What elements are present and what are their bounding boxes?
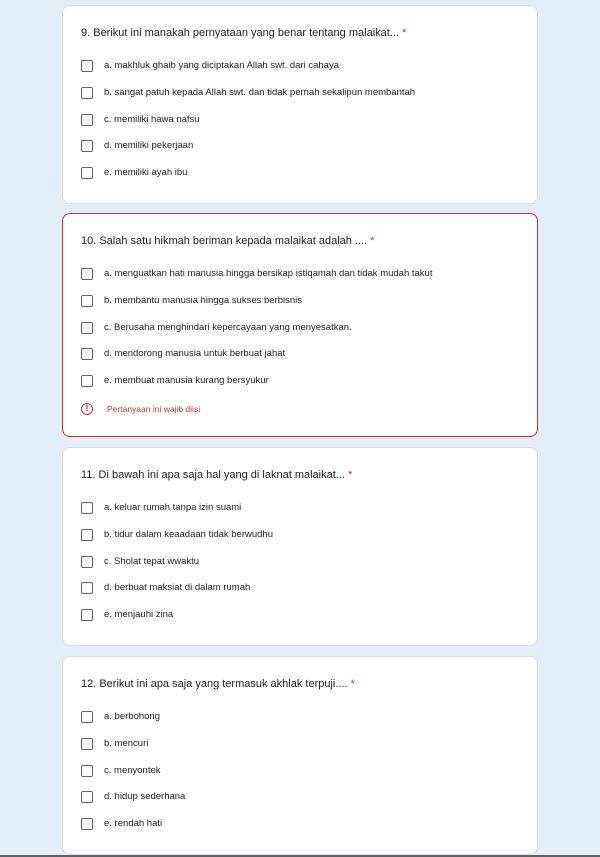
question-title: 11. Di bawah ini apa saja hal yang di laknat malaikat... * <box>81 469 353 481</box>
checkbox-option-12c[interactable] <box>81 762 161 780</box>
required-asterisk: * <box>401 27 407 39</box>
option-label[interactable]: b. sangat patuh kepada Allah swt. dan tidak pernah sekalipun membantah <box>104 87 416 98</box>
checkbox-option-10b[interactable] <box>81 292 302 310</box>
checkbox-icon[interactable] <box>81 268 93 280</box>
checkbox-option-11b[interactable] <box>81 526 273 544</box>
checkbox-icon[interactable] <box>81 167 93 179</box>
error-icon: ! <box>81 403 93 415</box>
checkbox-icon[interactable] <box>81 348 93 360</box>
option-label[interactable]: a. makhluk ghaib yang diciptakan Allah swt. dari cahaya <box>104 60 339 71</box>
option-label[interactable]: b. mencuri <box>104 738 149 749</box>
option-label[interactable]: a. menguatkan hati manusia hingga bersikap istiqamah dan tidak mudah takut <box>104 268 433 279</box>
checkbox-icon[interactable] <box>81 711 93 723</box>
checkbox-option-9e[interactable] <box>81 164 187 182</box>
option-label[interactable]: c. menyontek <box>104 765 161 776</box>
required-asterisk: * <box>347 469 353 481</box>
option-label[interactable]: a. berbohong <box>104 711 160 722</box>
option-label[interactable]: d. berbuat maksiat di dalam rumah <box>104 582 251 593</box>
checkbox-option-10a[interactable] <box>81 265 432 283</box>
question-title: 12. Berikut ini apa saja yang termasuk akhlak terpuji.... * <box>81 678 355 690</box>
option-label[interactable]: e. memiliki ayah ibu <box>104 167 188 178</box>
checkbox-option-9b[interactable] <box>81 84 415 102</box>
checkbox-option-12b[interactable] <box>81 735 148 753</box>
checkbox-icon[interactable] <box>81 322 93 334</box>
checkbox-option-12a[interactable] <box>81 708 160 726</box>
option-label[interactable]: e. rendah hati <box>104 818 163 829</box>
option-label[interactable]: c. Berusaha menghindari kepercayaan yang menyesatkan. <box>104 322 352 333</box>
checkbox-icon[interactable] <box>81 87 93 99</box>
checkbox-option-10d[interactable] <box>81 345 285 363</box>
option-label[interactable]: e. menjauhi zina <box>104 609 174 620</box>
option-label[interactable]: b. membantu manusia hingga sukses berbisnis <box>104 295 303 306</box>
required-asterisk: * <box>370 235 375 247</box>
question-title: 9. Berikut ini manakah pernyataan yang benar tentang malaikat... * <box>81 27 407 39</box>
checkbox-icon[interactable] <box>81 791 93 803</box>
question-card-12 <box>62 656 538 855</box>
question-card-11 <box>62 447 538 646</box>
option-label[interactable]: c. Sholat tepat wwaktu <box>104 556 200 567</box>
checkbox-option-11e[interactable] <box>81 606 173 624</box>
checkbox-icon[interactable] <box>81 114 93 126</box>
checkbox-icon[interactable] <box>81 375 93 387</box>
option-label[interactable]: b. tidur dalam keaadaan tidak berwudhu <box>104 529 274 540</box>
checkbox-icon[interactable] <box>81 738 93 750</box>
question-card-10 <box>62 213 538 437</box>
checkbox-option-12e[interactable] <box>81 815 162 833</box>
checkbox-icon[interactable] <box>81 140 93 152</box>
required-asterisk: * <box>350 678 355 690</box>
question-title: 10. Salah satu hikmah beriman kepada malaikat adalah .... * <box>81 235 375 247</box>
checkbox-option-9a[interactable] <box>81 57 339 75</box>
option-label[interactable]: e. membuat manusia kurang bersyukur <box>104 375 269 386</box>
checkbox-option-12d[interactable] <box>81 788 185 806</box>
option-label[interactable]: a. keluar rumah tanpa izin suami <box>104 502 242 513</box>
checkbox-option-11c[interactable] <box>81 553 199 571</box>
checkbox-option-11a[interactable] <box>81 499 241 517</box>
option-label[interactable]: d. mendorong manusia untuk berbuat jahat <box>104 348 286 359</box>
option-label[interactable]: c. memiliki hawa nafsu <box>104 114 200 125</box>
checkbox-icon[interactable] <box>81 609 93 621</box>
checkbox-option-10e[interactable] <box>81 372 269 390</box>
checkbox-icon[interactable] <box>81 582 93 594</box>
checkbox-option-9c[interactable] <box>81 111 200 129</box>
error-text: Pertanyaan ini wajib diisi <box>107 404 201 414</box>
question-card-9 <box>62 5 538 204</box>
checkbox-icon[interactable] <box>81 295 93 307</box>
checkbox-icon[interactable] <box>81 765 93 777</box>
checkbox-option-11d[interactable] <box>81 579 250 597</box>
required-error-message <box>81 401 200 417</box>
checkbox-icon[interactable] <box>81 60 93 72</box>
checkbox-icon[interactable] <box>81 556 93 568</box>
option-label[interactable]: d. memiliki pekerjaan <box>104 140 194 151</box>
checkbox-icon[interactable] <box>81 818 93 830</box>
checkbox-option-9d[interactable] <box>81 137 193 155</box>
checkbox-option-10c[interactable] <box>81 319 352 337</box>
checkbox-icon[interactable] <box>81 529 93 541</box>
checkbox-icon[interactable] <box>81 502 93 514</box>
option-label[interactable]: d. hidup sederhana <box>104 791 186 802</box>
